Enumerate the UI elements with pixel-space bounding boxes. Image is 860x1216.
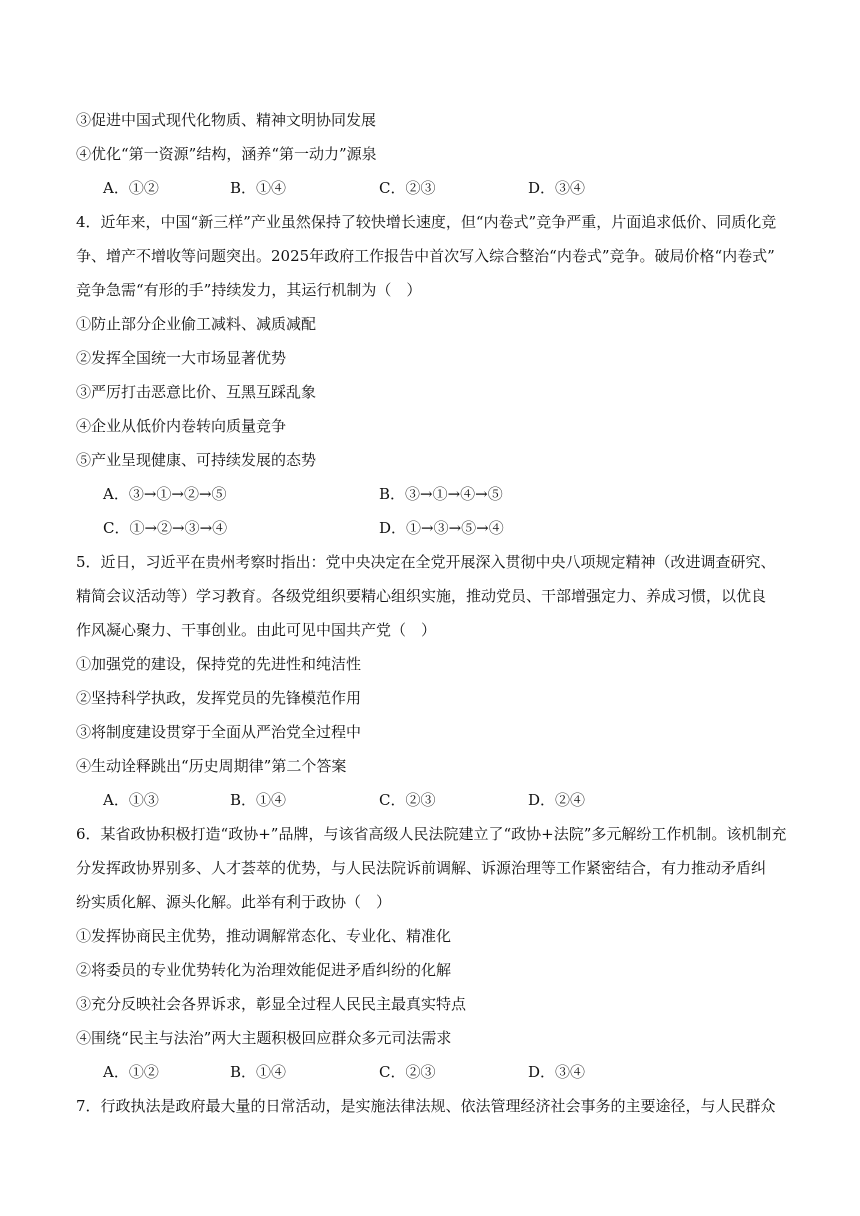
q4-item-2: ②发挥全国统一大市场显著优势 — [76, 349, 287, 367]
q5-item-4: ④生动诠释跳出“历史周期律”第二个答案 — [76, 757, 347, 775]
q5-stem-line-3: 作风凝心聚力、干事创业。由此可见中国共产党（ ） — [76, 621, 437, 639]
q4-stem-line-1: 4．近年来，中国“新三样”产业虽然保持了较快增长速度，但“内卷式”竞争严重，片面追求低价、同质化竞 — [76, 213, 777, 231]
q5-option-c[interactable]: C．②③ — [379, 791, 436, 809]
q4-stem-line-3: 竞争急需“有形的手”持续发力，其运行机制为（ ） — [76, 281, 422, 299]
q4-item-1: ①防止部分企业偷工减料、减质减配 — [76, 315, 317, 333]
q4-option-d[interactable]: D．①→③→⑤→④ — [379, 519, 504, 537]
q7-stem-line-1: 7．行政执法是政府最大量的日常活动，是实施法律法规、依法管理经济社会事务的主要途径，与人民群众 — [76, 1097, 776, 1115]
q5-option-b[interactable]: B．①④ — [230, 791, 287, 809]
q5-option-d[interactable]: D．②④ — [528, 791, 586, 809]
q3-option-d[interactable]: D．③④ — [528, 179, 586, 197]
q6-item-2: ②将委员的专业优势转化为治理效能促进矛盾纠纷的化解 — [76, 961, 452, 979]
q3-option-c[interactable]: C．②③ — [379, 179, 436, 197]
q3-option-a[interactable]: A．①② — [103, 179, 159, 197]
q6-option-a[interactable]: A．①② — [103, 1063, 159, 1081]
q6-stem-line-1: 6．某省政协积极打造“政协+”品牌，与该省高级人民法院建立了“政协+法院”多元解纷工作机制。该机制充 — [76, 825, 787, 843]
q6-stem-line-3: 纷实质化解、源头化解。此举有利于政协（ ） — [76, 893, 392, 911]
q6-option-d[interactable]: D．③④ — [528, 1063, 586, 1081]
q4-option-b[interactable]: B．③→①→④→⑤ — [379, 485, 503, 503]
q3-item-3: ③促进中国式现代化物质、精神文明协同发展 — [76, 111, 377, 129]
q4-option-a[interactable]: A．③→①→②→⑤ — [103, 485, 227, 503]
q6-item-4: ④围绕“民主与法治”两大主题积极回应群众多元司法需求 — [76, 1029, 452, 1047]
q6-item-3: ③充分反映社会各界诉求，彰显全过程人民民主最真实特点 — [76, 995, 467, 1013]
q4-item-4: ④企业从低价内卷转向质量竞争 — [76, 417, 287, 435]
q5-item-1: ①加强党的建设，保持党的先进性和纯洁性 — [76, 655, 362, 673]
q5-stem-line-1: 5．近日，习近平在贵州考察时指出：党中央决定在全党开展深入贯彻中央八项规定精神（改进调查研究、 — [76, 553, 776, 571]
q4-item-3: ③严厉打击恶意比价、互黑互踩乱象 — [76, 383, 317, 401]
q6-option-b[interactable]: B．①④ — [230, 1063, 287, 1081]
q3-option-b[interactable]: B．①④ — [230, 179, 287, 197]
q3-item-4: ④优化“第一资源”结构，涵养“第一动力”源泉 — [76, 145, 377, 163]
q4-option-c[interactable]: C．①→②→③→④ — [103, 519, 228, 537]
q4-item-5: ⑤产业呈现健康、可持续发展的态势 — [76, 451, 317, 469]
q5-stem-line-2: 精简会议活动等）学习教育。各级党组织要精心组织实施，推动党员、干部增强定力、养成习惯，以优良 — [76, 587, 767, 605]
q4-stem-line-2: 争、增产不增收等问题突出。2025年政府工作报告中首次写入综合整治“内卷式”竞争。破局价格“内卷式” — [76, 247, 775, 265]
q5-item-2: ②坚持科学执政，发挥党员的先锋模范作用 — [76, 689, 362, 707]
q5-item-3: ③将制度建设贯穿于全面从严治党全过程中 — [76, 723, 362, 741]
q6-item-1: ①发挥协商民主优势，推动调解常态化、专业化、精准化 — [76, 927, 452, 945]
q5-option-a[interactable]: A．①③ — [103, 791, 159, 809]
q6-option-c[interactable]: C．②③ — [379, 1063, 436, 1081]
q6-stem-line-2: 分发挥政协界别多、人才荟萃的优势，与人民法院诉前调解、诉源治理等工作紧密结合，有力推动矛盾纠 — [76, 859, 767, 877]
